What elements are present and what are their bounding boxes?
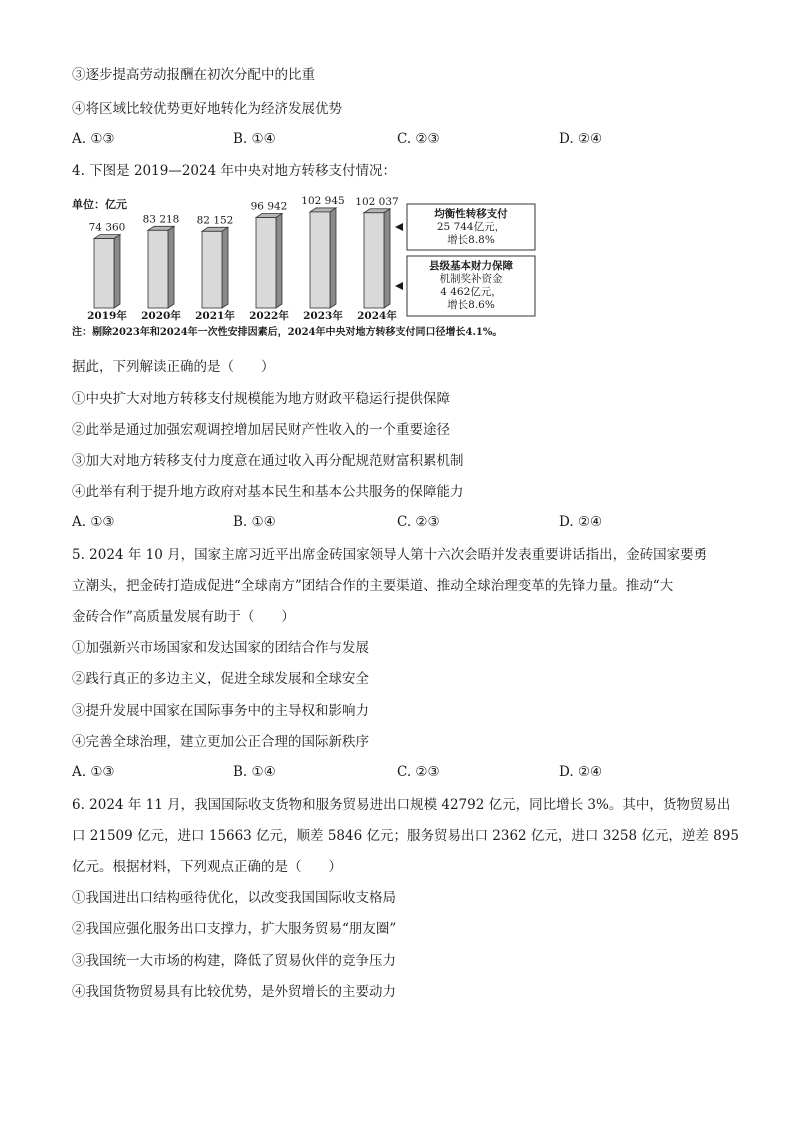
option-b: B. ①④ — [233, 514, 276, 530]
bar-value-label: 82 152 — [196, 214, 234, 227]
option-b: B. ①④ — [233, 764, 276, 780]
q5-options — [72, 764, 732, 782]
q4-prompt: 据此，下列解读正确的是（ ） — [72, 359, 275, 375]
bar-value-label: 102 945 — [301, 194, 345, 207]
option-d: D. ②④ — [559, 764, 603, 780]
prev-item-4: ④将区域比较优势更好地转化为经济发展优势 — [72, 101, 342, 117]
x-tick-label: 2023年 — [303, 310, 343, 322]
x-tick-label: 2021年 — [195, 310, 235, 322]
bar — [202, 231, 222, 308]
bar-side — [276, 214, 282, 308]
q4-item-2: ②此举是通过加强宏观调控增加居民财产性收入的一个重要途径 — [72, 422, 450, 438]
q5-item-2: ②践行真正的多边主义，促进全球发展和全球安全 — [72, 671, 369, 687]
q6-item-3: ③我国统一大市场的构建，降低了贸易伙伴的竞争压力 — [72, 953, 396, 969]
q5-line-2: 立潮头，把金砖打造成促进“全球南方”团结合作的主要渠道、推动全球治理变革的先锋力量。推动“大 — [72, 578, 674, 594]
annotation-text: 均衡性转移支付 — [434, 208, 508, 220]
bar-value-label: 96 942 — [250, 200, 288, 213]
annotation-text: 增长8.6% — [447, 299, 495, 311]
chart-unit-label: 单位：亿元 — [72, 198, 127, 211]
x-tick-label: 2019年 — [87, 310, 127, 322]
bar-value-label: 74 360 — [88, 221, 126, 234]
option-c: C. ②③ — [397, 514, 440, 530]
q4-item-3: ③加大对地方转移支付力度意在通过收入再分配规范财富积累机制 — [72, 453, 464, 469]
bar-side — [168, 226, 174, 308]
option-d: D. ②④ — [559, 131, 603, 147]
annotation-text: 县级基本财力保障 — [429, 260, 513, 272]
bar — [148, 230, 168, 308]
chart-note: 注：剔除2023年和2024年一次性安排因素后，2024年中央对地方转移支付同口径增长4.1%。 — [72, 327, 503, 338]
q6-item-4: ④我国货物贸易具有比较优势，是外贸增长的主要动力 — [72, 984, 396, 1000]
prev-options — [72, 131, 732, 149]
x-tick-label: 2020年 — [141, 310, 181, 322]
q4-item-4: ④此举有利于提升地方政府对基本民生和基本公共服务的保障能力 — [72, 484, 464, 500]
q6-line-1: 6. 2024 年 11 月，我国国际收支货物和服务贸易进出口规模 42792 亿元，同比增长 3%。其中，货物贸易出 — [72, 797, 731, 813]
q4-options — [72, 514, 732, 532]
x-tick-label: 2024年 — [357, 310, 397, 322]
bar-value-label: 102 037 — [355, 195, 399, 208]
option-b: B. ①④ — [233, 131, 276, 147]
option-c: C. ②③ — [397, 764, 440, 780]
bar-side — [222, 227, 228, 308]
q5-line-3: 金砖合作”高质量发展有助于（ ） — [72, 609, 295, 625]
transfer-payment-chart — [72, 190, 542, 340]
bar — [94, 239, 114, 308]
annotation-text: 机制奖补资金 — [439, 273, 503, 285]
annotation-text: 4 462亿元， — [440, 286, 502, 298]
annotation-text: 增长8.8% — [447, 234, 495, 246]
q5-line-1: 5. 2024 年 10 月，国家主席习近平出席金砖国家领导人第十六次会晤并发表重要讲话指出，金砖国家要勇 — [72, 547, 708, 563]
annotation-text: 25 744亿元， — [436, 221, 506, 233]
q6-item-2: ②我国应强化服务出口支撑力，扩大服务贸易“朋友圈” — [72, 921, 397, 937]
q6-line-3: 亿元。根据材料，下列观点正确的是（ ） — [72, 859, 342, 875]
option-d: D. ②④ — [559, 514, 603, 530]
bar-side — [330, 208, 336, 308]
q6-item-1: ①我国进出口结构亟待优化，以改变我国国际收支格局 — [72, 890, 396, 906]
annotation-arrow — [395, 282, 403, 290]
bar — [364, 213, 384, 308]
bar-side — [384, 209, 390, 308]
chart-svg — [72, 190, 542, 340]
bar — [310, 212, 330, 308]
bar-side — [114, 235, 120, 308]
prev-item-3: ③逐步提高劳动报酬在初次分配中的比重 — [72, 67, 315, 83]
q4-stem: 4. 下图是 2019—2024 年中央对地方转移支付情况： — [72, 163, 396, 179]
option-a: A. ①③ — [72, 131, 115, 147]
q6-line-2: 口 21509 亿元，进口 15663 亿元，顺差 5846 亿元；服务贸易出口 2362 亿元，进口 3258 亿元，逆差 895 — [72, 828, 739, 844]
option-a: A. ①③ — [72, 764, 115, 780]
annotation-arrow — [395, 223, 403, 231]
bar — [256, 218, 276, 308]
option-a: A. ①③ — [72, 514, 115, 530]
q4-item-1: ①中央扩大对地方转移支付规模能为地方财政平稳运行提供保障 — [72, 391, 450, 407]
q5-item-4: ④完善全球治理，建立更加公正合理的国际新秩序 — [72, 734, 369, 750]
x-tick-label: 2022年 — [249, 310, 289, 322]
option-c: C. ②③ — [397, 131, 440, 147]
bar-value-label: 83 218 — [142, 213, 180, 226]
q5-item-3: ③提升发展中国家在国际事务中的主导权和影响力 — [72, 703, 369, 719]
q5-item-1: ①加强新兴市场国家和发达国家的团结合作与发展 — [72, 640, 369, 656]
